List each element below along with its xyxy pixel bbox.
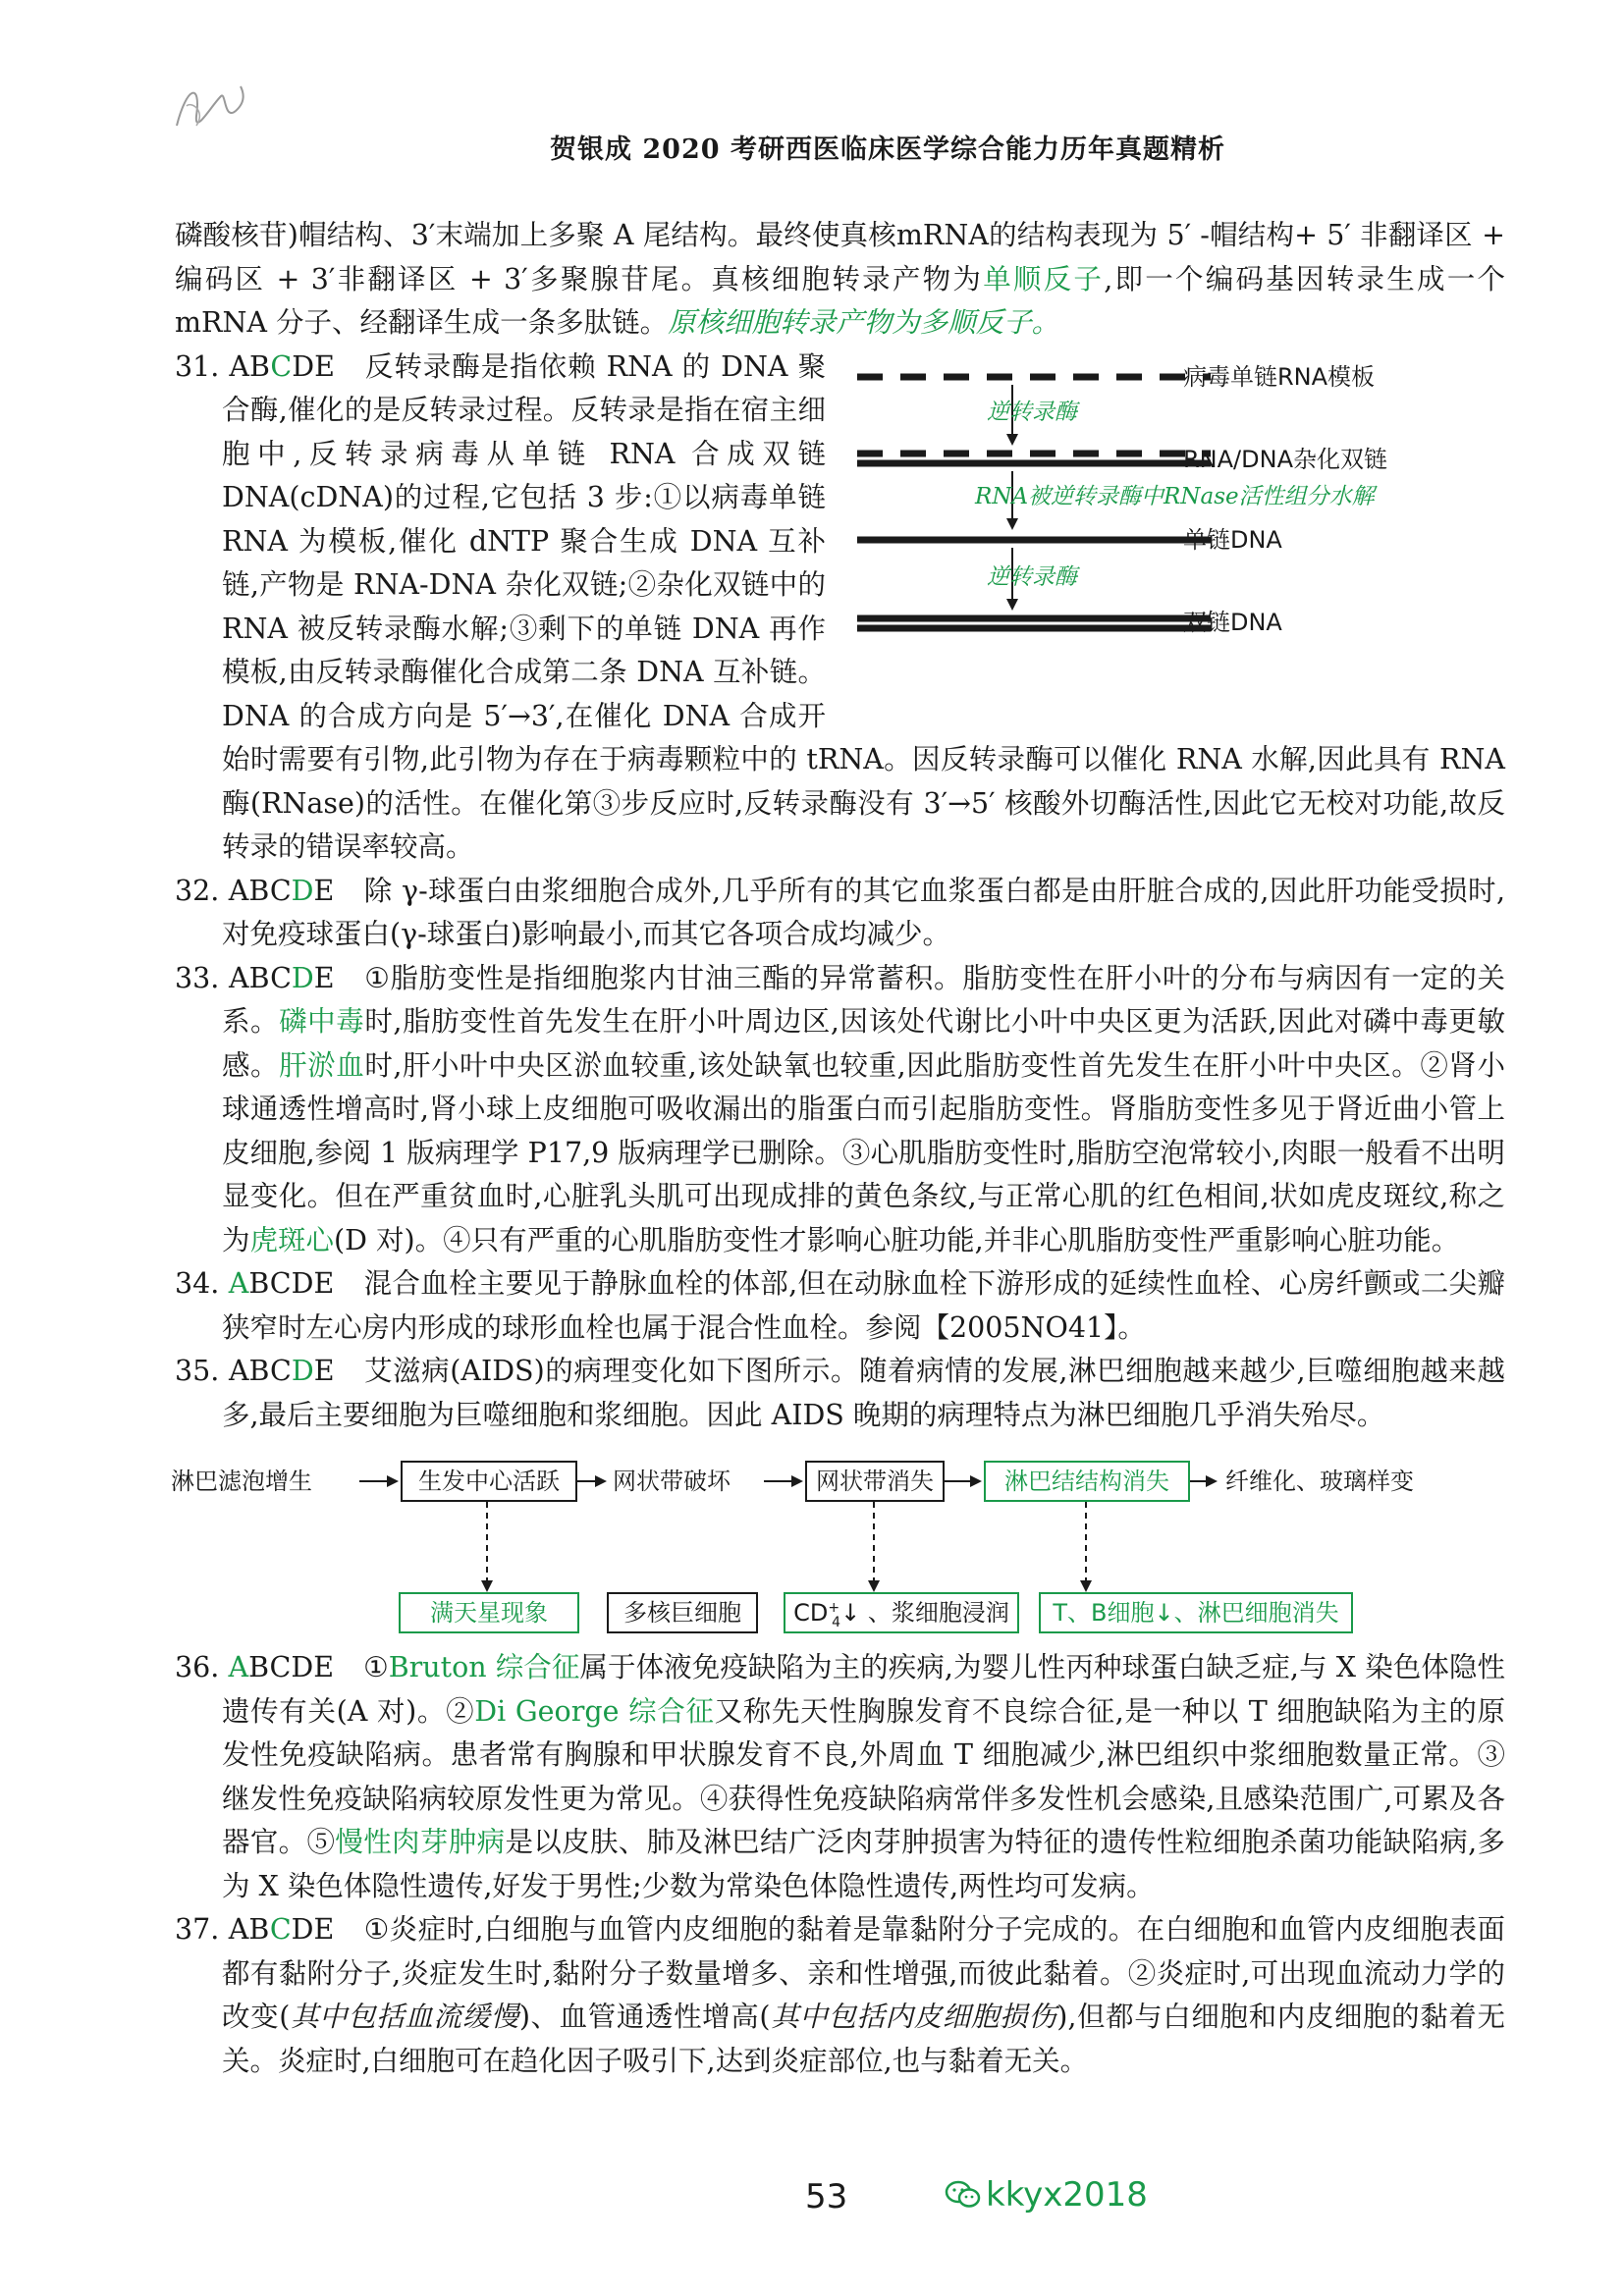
answer-options: ABCDE [228, 874, 335, 907]
flow-sub-tb-cells: T、B细胞↓、淋巴细胞消失 [1039, 1592, 1353, 1633]
intro-paragraph: 磷酸核苷)帽结构、3′末端加上多聚 A 尾结构。最终使真核mRNA的结构表现为 5′ -帽结构+ 5′ 非翻译区 + 编码区 + 3′非翻译区 + 3′多聚腺苷尾。真核细胞转录产物为单顺反子,即一个编码基因转录生成一个 mRNA 分子、经翻译生成一条多肽链。原核细胞转录产物为多顺反子。 [175, 219, 1505, 339]
aids-pathology-flowchart [165, 1445, 1505, 1636]
question-34: 34. ABCDE 混合血栓主要见于静脉血栓的体部,但在动脉血栓下游形成的延续性血栓、心房纤颤或二尖瓣狭窄时左心房内形成的球形血栓也属于混合性血栓。参阅【2005NO41】。 [175, 1267, 1506, 1344]
label-hybrid: RNA/DNA杂化双链 [1183, 445, 1387, 473]
main-content [171, 214, 1506, 2083]
label-dsdna: 双链DNA [1183, 608, 1282, 636]
answer-options: ABCDE [229, 961, 335, 994]
question-35: 35. ABCDE 艾滋病(AIDS)的病理变化如下图所示。随着病情的发展,淋巴细胞越来越少,巨噬细胞越来越多,最后主要细胞为巨噬细胞和浆细胞。因此 AIDS 晚期的病理特点为淋巴细胞几乎消失殆尽。 [175, 1355, 1505, 1431]
reverse-transcription-diagram [847, 355, 1515, 697]
answer-options: ABCDE [229, 349, 335, 383]
label-viral-rna: 病毒单链RNA模板 [1183, 362, 1376, 391]
label-ssdna: 单链DNA [1183, 525, 1282, 554]
answer-options: ABCDE [228, 1651, 334, 1683]
question-37: 37. ABCDE ①炎症时,白细胞与血管内皮细胞的黏着是靠黏附分子完成的。在白细胞和血管内皮细胞表面都有黏附分子,炎症发生时,黏附分子数量增多、亲和性增强,而彼此黏着。②炎症时,可出现血流动力学的改变(其中包括血流缓慢)、血管通透性增高(其中包括内皮细胞损伤),但都与白细胞和内皮细胞的黏着无关。炎症时,白细胞可在趋化因子吸引下,达到炎症部位,也与黏着无关。 [175, 1913, 1505, 2077]
label-step2: RNA被逆转录酶中RNase活性组分水解 [975, 483, 1375, 509]
flow-box-germinal-center: 生发中心活跃 [401, 1461, 577, 1502]
page-header-title: 贺银成 2020 考研西医临床医学综合能力历年真题精析 [550, 134, 1225, 165]
flow-end: 纤维化、玻璃样变 [1225, 1468, 1414, 1495]
flow-mid-reticular-damage: 网状带破坏 [613, 1468, 731, 1495]
wechat-icon [945, 2179, 982, 2211]
label-step1: 逆转录酶 [987, 399, 1077, 425]
question-33: 33. ABCDE ①脂肪变性是指细胞浆内甘油三酯的异常蓄积。脂肪变性在肝小叶的分布与病因有一定的关系。磷中毒时,脂肪变性首先发生在肝小叶周边区,因该处代谢比小叶中央区更为活跃,因此对磷中毒更敏感。肝淤血时,肝小叶中央区淤血较重,该处缺氧也较重,因此脂肪变性首先发生在肝小叶中央区。②肾小球通透性增高时,肾小球上皮细胞可吸收漏出的脂蛋白而引起脂肪变性。肾脂肪变性多见于肾近曲小管上皮细胞,参阅 1 版病理学 P17,9 版病理学已删除。③心肌脂肪变性时,脂肪空泡常较小,肉眼一般看不出明显变化。但在严重贫血时,心脏乳头肌可出现成排的黄色条纹,与正常心肌的红色相间,状如虎皮斑纹,称之为虎斑心(D 对)。④只有严重的心肌脂肪变性才影响心脏功能,并非心肌脂肪变性严重影响心脏功能。 [175, 961, 1505, 1256]
page-number: 53 [805, 2177, 848, 2216]
label-step3: 逆转录酶 [987, 563, 1077, 590]
flow-start: 淋巴滤泡增生 [171, 1468, 312, 1495]
flow-sub-cd4-plasma: $CD^+_4↓$ 、浆细胞浸润 [784, 1592, 1019, 1633]
answer-options: ABCDE [228, 1267, 335, 1300]
answer-options: ABCDE [228, 1913, 335, 1946]
flow-box-node-structure-loss: 淋巴结结构消失 [984, 1461, 1190, 1502]
question-31: 31. ABCDE 病毒单链RNA模板 逆转录酶 RNA/DNA杂化双链 RNA被逆转录酶中RNase活性组分水解 单链DNA 逆转录酶 双链DNA 反转录酶是指依赖 RNA 的 DNA 聚合酶,催化的是反转录过程。反转录是指在宿主细胞中,反转录病毒从单链 RNA 合成双链 DNA(cDNA)的过程,它包括 3 步:①以病毒单链 RNA 为模板,催化 dNTP 聚合生成 DNA 互补链,产物是 RNA-DNA 杂化双链;②杂化双链中的 RNA 被反转录酶水解;③剩下的单链 DNA 再作模板,由反转录酶催化合成第二条 DNA 互补链。DNA 的合成方向是 5′→3′,在催化 DNA 合成开始时需要有引物,此引物为存在于病毒颗粒中的 tRNA。因反转录酶可以催化 RNA 水解,因此具有 RNA 酶(RNase)的活性。在催化第③步反应时,反转录酶没有 3′→5′ 核酸外切酶活性,因此它无校对功能,故反转录的错误率较高。 [175, 346, 1505, 870]
question-32: 32. ABCDE 除 γ-球蛋白由浆细胞合成外,几乎所有的其它血浆蛋白都是由肝脏合成的,因此肝功能受损时,对免疫球蛋白(γ-球蛋白)影响最小,而其它各项合成均减少。 [175, 874, 1505, 950]
footer-handle-text: kkyx2018 [986, 2175, 1148, 2215]
flow-sub-starry-sky: 满天星现象 [399, 1592, 579, 1633]
flow-box-reticular-loss: 网状带消失 [805, 1461, 945, 1502]
footer-watermark [945, 2175, 1148, 2215]
signature-mark [167, 67, 255, 155]
flow-sub-multinucleated: 多核巨细胞 [607, 1592, 758, 1633]
answer-options: ABCDE [228, 1355, 335, 1387]
question-36: 36. ABCDE ①Bruton 综合征属于体液免疫缺陷为主的疾病,为婴儿性丙种球蛋白缺乏症,与 X 染色体隐性遗传有关(A 对)。②Di George 综合征又称先天性胸腺发育不良综合征,是一种以 T 细胞缺陷为主的原发性免疫缺陷病。患者常有胸腺和甲状腺发育不良,外周血 T 细胞减少,淋巴组织中浆细胞数量正常。③继发性免疫缺陷病较原发性更为常见。④获得性免疫缺陷病常伴多发性机会感染,且感染范围广,可累及各器官。⑤慢性肉芽肿病是以皮肤、肺及淋巴结广泛肉芽肿损害为特征的遗传性粒细胞杀菌功能缺陷病,多为 X 染色体隐性遗传,好发于男性;少数为常染色体隐性遗传,两性均可发病。 [175, 1651, 1505, 1902]
